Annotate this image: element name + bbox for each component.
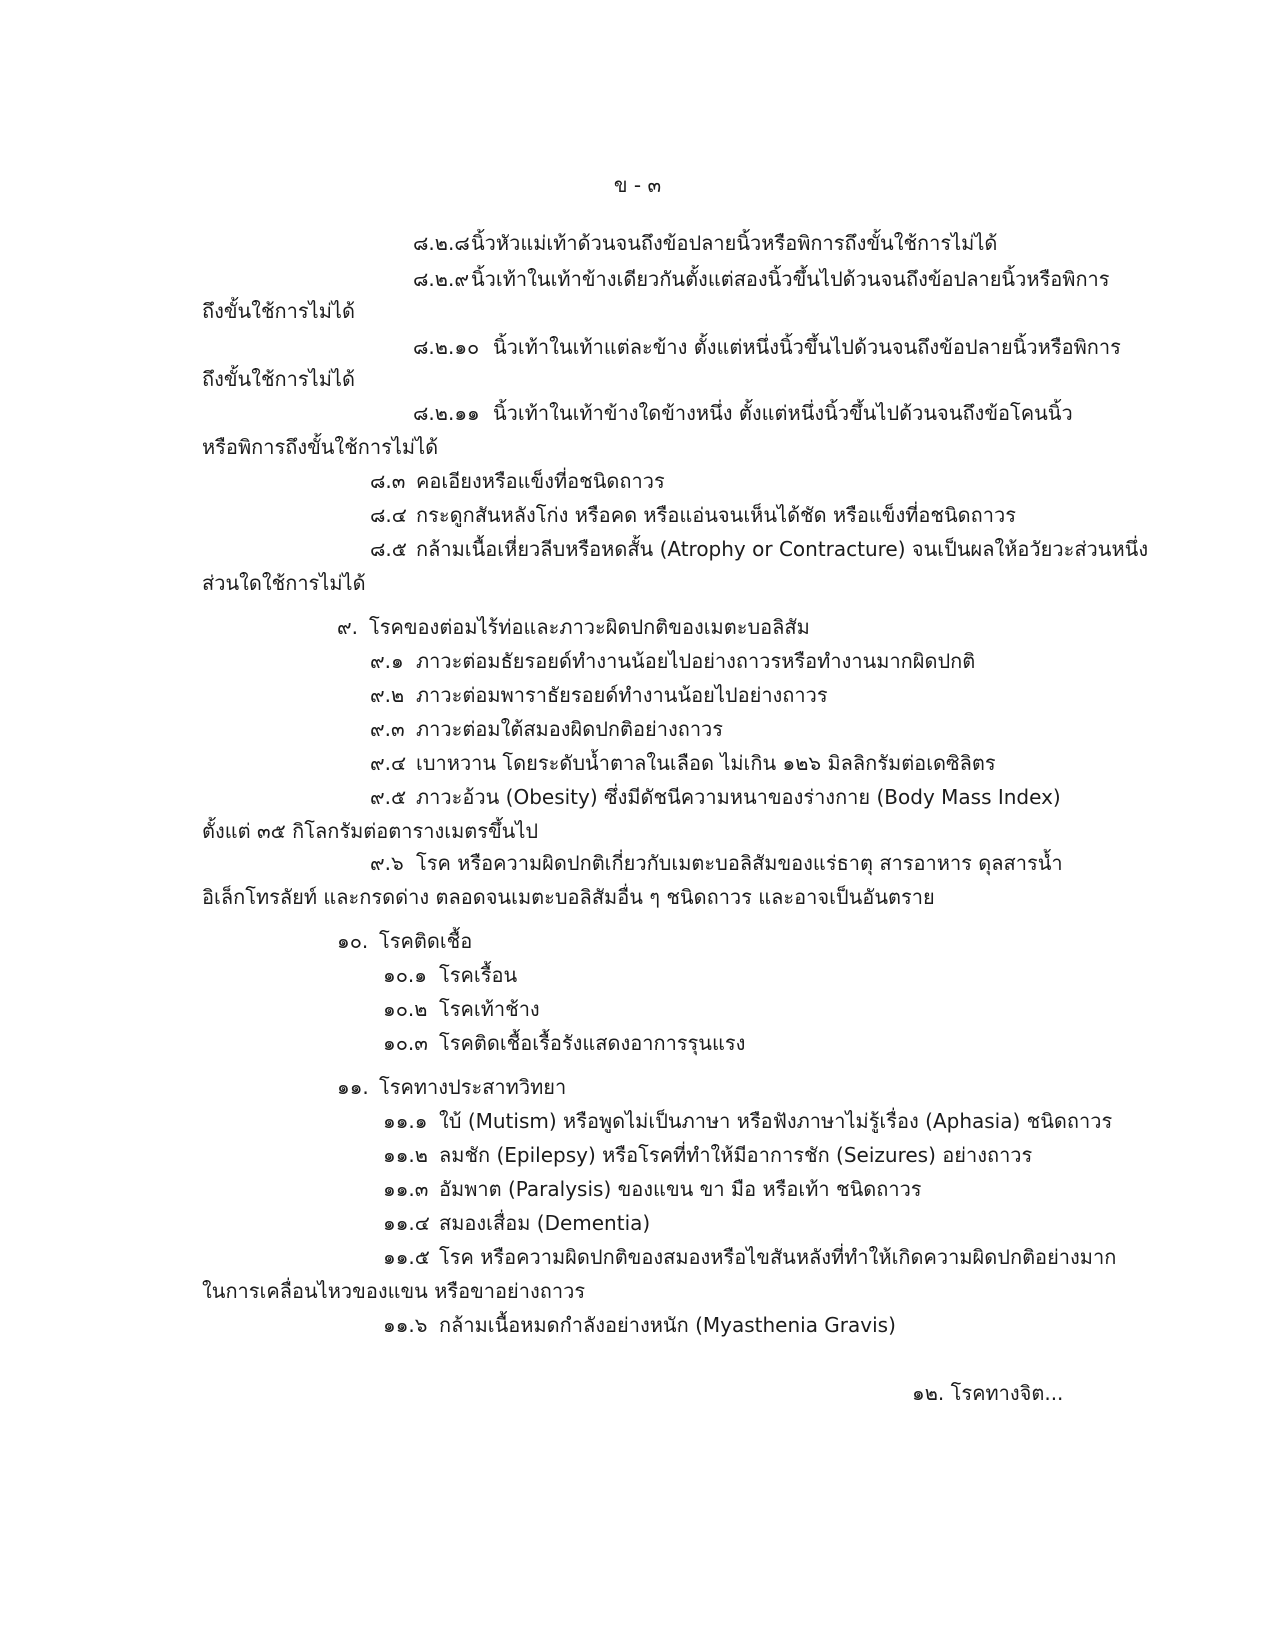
item-continuation: ถึงขั้นใช้การไม่ได้ — [202, 367, 355, 391]
item-text: ภาวะต่อมธัยรอยด์ทำงานน้อยไปอย่างถาวรหรือทำงานมากผิดปกติ — [416, 649, 976, 673]
list-item — [383, 1208, 650, 1238]
item-number: ๑๑.๔ — [383, 1211, 430, 1235]
list-item — [370, 646, 975, 676]
item-number: ๙.๕ — [370, 785, 407, 809]
item-text: โรคติดเชื้อเรื้อรังแสดงอาการรุนแรง — [439, 1031, 746, 1055]
list-item — [383, 1028, 745, 1058]
section-number: ๑๑. — [337, 1075, 369, 1099]
item-continuation: ส่วนใดใช้การไม่ได้ — [202, 571, 366, 595]
list-item — [383, 1242, 1116, 1272]
item-text: นิ้วเท้าในเท้าแต่ละข้าง ตั้งแต่หนึ่งนิ้วขึ้นไปด้วนจนถึงข้อปลายนิ้วหรือพิการ — [493, 335, 1121, 359]
item-number: ๙.๓ — [370, 717, 405, 741]
item-number: ๙.๖ — [370, 851, 404, 875]
item-text: นิ้วเท้าในเท้าข้างเดียวกันตั้งแต่สองนิ้วขึ้นไปด้วนจนถึงข้อปลายนิ้วหรือพิการ — [471, 267, 1110, 291]
item-number: ๙.๒ — [370, 683, 405, 707]
section-number: ๑๐. — [337, 929, 369, 953]
section-heading — [337, 612, 810, 642]
item-number: ๑๑.๒ — [383, 1143, 428, 1167]
item-text: กล้ามเนื้อหมดกำลังอย่างหนัก (Myasthenia Gravis) — [439, 1313, 896, 1337]
item-text: นิ้วหัวแม่เท้าด้วนจนถึงข้อปลายนิ้วหรือพิการถึงขั้นใช้การไม่ได้ — [471, 231, 998, 255]
section-title: โรคติดเชื้อ — [379, 929, 473, 953]
item-number: ๑๐.๑ — [383, 963, 427, 987]
item-text: โรค หรือความผิดปกติเกี่ยวกับเมตะบอลิสัมของแร่ธาตุ สารอาหาร ดุลสารน้ำ — [416, 851, 1063, 875]
item-continuation: ถึงขั้นใช้การไม่ได้ — [202, 299, 355, 323]
list-item — [413, 228, 997, 258]
item-number: ๘.๒.๙ — [413, 267, 469, 291]
list-item — [413, 264, 1110, 294]
item-text: ใบ้ (Mutism) หรือพูดไม่เป็นภาษา หรือฟังภาษาไม่รู้เรื่อง (Aphasia) ชนิดถาวร — [439, 1109, 1113, 1133]
list-item — [383, 1140, 1032, 1170]
item-number: ๘.๒.๑๐ — [413, 335, 480, 359]
list-item — [370, 714, 723, 744]
item-text: คอเอียงหรือแข็งที่อชนิดถาวร — [416, 469, 665, 493]
item-continuation: ในการเคลื่อนไหวของแขน หรือขาอย่างถาวร — [202, 1279, 586, 1303]
list-item — [383, 1310, 896, 1340]
list-item — [370, 500, 1016, 530]
list-item — [370, 782, 1061, 812]
item-text: นิ้วเท้าในเท้าข้างใดข้างหนึ่ง ตั้งแต่หนึ่งนิ้วขึ้นไปด้วนจนถึงข้อโคนนิ้ว — [493, 401, 1073, 425]
item-text: สมองเสื่อม (Dementia) — [439, 1211, 651, 1235]
item-number: ๘.๔ — [370, 503, 407, 527]
item-number: ๑๑.๓ — [383, 1177, 429, 1201]
item-number: ๘.๓ — [370, 469, 406, 493]
item-number: ๙.๑ — [370, 649, 404, 673]
list-item — [383, 994, 540, 1024]
item-continuation: หรือพิการถึงขั้นใช้การไม่ได้ — [202, 435, 439, 459]
list-item — [383, 960, 517, 990]
item-text: เบาหวาน โดยระดับน้ำตาลในเลือด ไม่เกิน ๑๒๖ มิลลิกรัมต่อเดซิลิตร — [416, 751, 996, 775]
list-item — [370, 466, 665, 496]
list-item — [413, 332, 1121, 362]
item-number: ๑๐.๓ — [383, 1031, 428, 1055]
section-number: ๙. — [337, 615, 359, 639]
item-text: โรคเรื้อน — [439, 963, 518, 987]
item-text: ลมชัก (Epilepsy) หรือโรคที่ทำให้มีอาการชัก (Seizures) อย่างถาวร — [439, 1143, 1033, 1167]
item-number: ๑๑.๕ — [383, 1245, 430, 1269]
list-item — [370, 748, 996, 778]
item-number: ๘.๒.๑๑ — [413, 401, 480, 425]
next-page-reference: ๑๒. โรคทางจิต... — [912, 1381, 1064, 1405]
item-text: ภาวะต่อมใต้สมองผิดปกติอย่างถาวร — [416, 717, 724, 741]
item-text: กระดูกสันหลังโก่ง หรือคด หรือแอ่นจนเห็นได้ชัด หรือแข็งที่อชนิดถาวร — [416, 503, 1016, 527]
item-number: ๑๑.๑ — [383, 1109, 428, 1133]
item-text: อัมพาต (Paralysis) ของแขน ขา มือ หรือเท้า ชนิดถาวร — [439, 1177, 922, 1201]
section-heading — [337, 926, 472, 956]
item-number: ๘.๕ — [370, 537, 407, 561]
list-item — [383, 1174, 922, 1204]
item-text: กล้ามเนื้อเหี่ยวลีบหรือหดสั้น (Atrophy or Contracture) จนเป็นผลให้อวัยวะส่วนหนึ่ง — [416, 537, 1149, 561]
list-item — [383, 1106, 1112, 1136]
section-title: โรคของต่อมไร้ท่อและภาวะผิดปกติของเมตะบอลิสัม — [369, 615, 810, 639]
item-number: ๑๐.๒ — [383, 997, 428, 1021]
list-item — [370, 534, 1148, 564]
item-text: โรค หรือความผิดปกติของสมองหรือไขสันหลังที่ทำให้เกิดความผิดปกติอย่างมาก — [439, 1245, 1117, 1269]
item-number: ๑๑.๖ — [383, 1313, 428, 1337]
list-item — [370, 680, 828, 710]
list-item — [413, 398, 1073, 428]
item-continuation: อิเล็กโทรลัยท์ และกรดด่าง ตลอดจนเมตะบอลิสัมอื่น ๆ ชนิดถาวร และอาจเป็นอันตราย — [202, 885, 935, 909]
page-number: ข - ๓ — [613, 173, 662, 197]
item-number: ๘.๒.๘ — [413, 231, 470, 255]
item-text: ภาวะต่อมพาราธัยรอยด์ทำงานน้อยไปอย่างถาวร — [416, 683, 828, 707]
section-heading — [337, 1072, 566, 1102]
item-text: โรคเท้าช้าง — [439, 997, 540, 1021]
item-text: ภาวะอ้วน (Obesity) ซึ่งมีดัชนีความหนาของร่างกาย (Body Mass Index) — [416, 785, 1061, 809]
section-title: โรคทางประสาทวิทยา — [379, 1075, 567, 1099]
item-continuation: ตั้งแต่ ๓๕ กิโลกรัมต่อตารางเมตรขึ้นไป — [202, 819, 539, 843]
list-item — [370, 848, 1063, 878]
item-number: ๙.๔ — [370, 751, 407, 775]
